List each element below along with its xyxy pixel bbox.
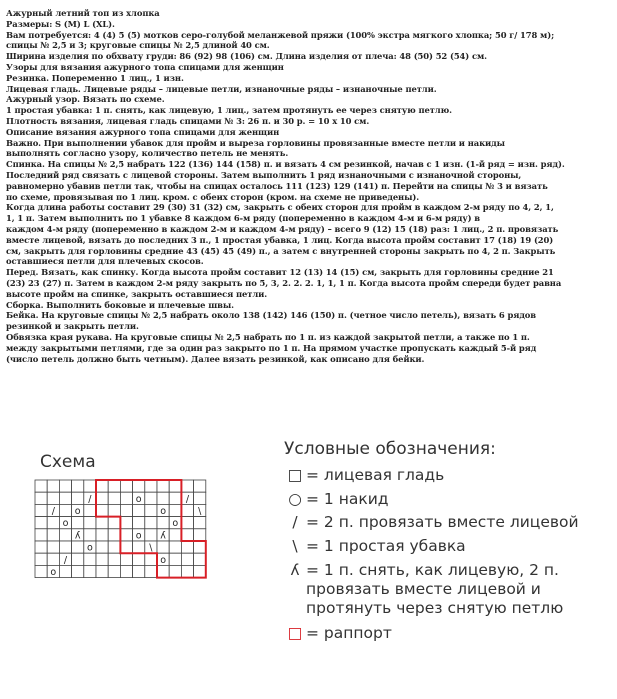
text-line: по схеме, провязывая по 1 лиц. кром. с обеих сторон (кром. на схеме не приведены). (6, 191, 420, 202)
chart-cell (96, 565, 108, 577)
chart-cell (47, 517, 59, 529)
chart-cell (35, 504, 47, 516)
chart-cell (84, 529, 96, 541)
chart-cell (120, 504, 132, 516)
text-line: Перед. Вязать, как спинку. Когда высота пройм составит 12 (13) 14 (15) см, закрыть для горловины средние 21 (6, 267, 554, 278)
chart-cell (181, 565, 193, 577)
chart-cell (181, 480, 193, 492)
chart-symbol: \ (198, 506, 202, 517)
chart-cell (145, 565, 157, 577)
chart-cell (120, 529, 132, 541)
chart-cell (181, 529, 193, 541)
chart-cell (72, 565, 84, 577)
chart-cell (169, 504, 181, 516)
chart-symbol: / (88, 493, 92, 505)
chart-symbol: o (74, 506, 81, 517)
legend-item (284, 490, 389, 509)
chart-cell (169, 541, 181, 553)
chart-cell (120, 541, 132, 553)
chart-cell (72, 492, 84, 504)
chart-cell (120, 565, 132, 577)
chart-cell (96, 492, 108, 504)
chart-cell (84, 504, 96, 516)
chart-cell (108, 480, 120, 492)
chart-symbol: o (135, 530, 142, 542)
chart-cell (120, 553, 132, 565)
chart-cell (120, 480, 132, 492)
chart-cell (59, 492, 71, 504)
text-line: Узоры для вязания ажурного топа спицами для женщин (6, 61, 284, 72)
text-line: высоте пройм на спинке, закрыть оставшиеся петли. (6, 288, 268, 299)
text-line: Спинка. На спицы № 2,5 набрать 122 (136) 144 (158) п. и вязать 4 см резинкой, начав с 1 изн. (1-й ряд = изн. ряд). (6, 159, 565, 170)
chart-cell (133, 565, 145, 577)
text-line: Плотность вязания, лицевая гладь спицами № 3: 26 п. и 30 р. = 10 х 10 см. (6, 115, 370, 126)
legend-text-line: протянуть через снятую петлю (306, 599, 564, 617)
square-icon: □ (287, 466, 303, 484)
chart-symbol: o (160, 506, 167, 517)
knitting-chart (34, 479, 234, 614)
legend-title: Условные обозначения: (284, 439, 496, 459)
chart-symbol: / (51, 506, 55, 517)
chart-symbol: o (135, 493, 142, 505)
legend-item (284, 513, 579, 532)
chart-symbol: o (86, 542, 93, 554)
chart-cell (108, 565, 120, 577)
chart-cell (59, 565, 71, 577)
chart-cell (47, 480, 59, 492)
chart-symbol: / (63, 554, 68, 566)
ssk-icon: \ (292, 537, 298, 555)
chart-cell (96, 480, 108, 492)
text-line: Ажурный летний топ из хлопка (6, 8, 160, 18)
chart-cell (108, 529, 120, 541)
text-line: Описание вязания ажурного топа спицами для женщин (6, 126, 280, 137)
chart-cell (133, 553, 145, 565)
chart-cell (96, 504, 108, 516)
chart-symbol: o (62, 518, 69, 530)
chart-cell (35, 553, 47, 565)
chart-cell (47, 553, 59, 565)
chart-symbol: ʎ (74, 530, 81, 542)
chart-cell (72, 553, 84, 565)
chart-cell (145, 529, 157, 541)
chart-cell (35, 565, 47, 577)
legend-item (284, 537, 466, 556)
text-line: выполнять согласно узору, количество петель не менять. (6, 148, 289, 159)
chart-cell (35, 492, 47, 504)
chart-cell (72, 480, 84, 492)
chart-symbol: o (50, 567, 57, 578)
text-line: равномерно убавив петли так, чтобы на спицах осталось 111 (123) 129 (141) п. Перейти на спицы № 3 и вязать (6, 180, 548, 191)
chart-cell (169, 529, 181, 541)
text-line: Вам потребуется: 4 (4) 5 (5) мотков серо-голубой меланжевой пряжи (100% экстра мягкого хлопка; 50 г/ 178 м); (6, 29, 555, 40)
chart-cell (157, 480, 169, 492)
chart-cell (47, 541, 59, 553)
text-line: Важно. При выполнении убавок для пройм и выреза горловины провязанные вместе петли и накиды (6, 137, 505, 148)
chart-cell (108, 504, 120, 516)
legend-item (284, 561, 563, 618)
legend-text-line: = 2 п. провязать вместе лицевой (306, 513, 579, 531)
text-line: Лицевая гладь. Лицевые ряды – лицевые петли, изнаночные ряды – изнаночные петли. (6, 83, 437, 94)
chart-cell (194, 517, 206, 529)
chart-cell (120, 517, 132, 529)
chart-cell (194, 492, 206, 504)
chart-cell (47, 529, 59, 541)
chart-cell (35, 517, 47, 529)
chart-cell (169, 492, 181, 504)
text-line: Последний ряд связать с лицевой стороны. Затем выполнить 1 ряд изнаночными с изнаночной стороны, (6, 169, 522, 180)
chart-cell (96, 553, 108, 565)
chart-cell (145, 480, 157, 492)
chart-cell (35, 480, 47, 492)
text-line: Размеры: S (M) L (XL). (6, 18, 115, 29)
chart-cell (96, 517, 108, 529)
text-line: Резинка. Попеременно 1 лиц., 1 изн. (6, 72, 184, 83)
k2tog-icon: / (292, 513, 298, 531)
chart-symbol: o (172, 518, 179, 530)
chart-cell (157, 565, 169, 577)
text-line: резинкой и закрыть петли. (6, 321, 139, 332)
chart-cell (133, 504, 145, 516)
chart-cell (133, 517, 145, 529)
chart-cell (59, 480, 71, 492)
schema-title: Схема (40, 452, 96, 472)
chart-cell (157, 492, 169, 504)
text-line: каждом 4-м ряду (попеременно в каждом 2-м и каждом 4-м ряду) – всего 9 (12) 15 (18) раз: 1 лиц., 2 п. провязать (6, 223, 559, 234)
chart-cell (194, 553, 206, 565)
text-line: оставшиеся петли для плечевых скосов. (6, 256, 204, 267)
chart-cell (157, 541, 169, 553)
text-line: спицы № 2,5 и 3; круговые спицы № 2,5 длиной 40 см. (6, 40, 270, 51)
legend-text-line: = раппорт (306, 624, 392, 642)
chart-cell (145, 492, 157, 504)
chart-symbol: \ (149, 542, 153, 554)
legend-text-line: = 1 п. снять, как лицевую, 2 п. (306, 561, 559, 579)
legend-text-line: провязать вместе лицевой и (306, 580, 541, 598)
text-line: Бейка. На круговые спицы № 2,5 набрать около 138 (142) 146 (150) п. (четное число петель), вязать 6 рядов (6, 310, 537, 321)
chart-cell (133, 541, 145, 553)
text-line: (число петель должно быть четным). Далее вязать резинкой, как описано для бейки. (6, 353, 425, 364)
chart-cell (108, 492, 120, 504)
chart-cell (47, 492, 59, 504)
text-line: Сборка. Выполнить боковые и плечевые швы. (6, 299, 234, 310)
chart-cell (194, 529, 206, 541)
chart-cell (145, 517, 157, 529)
text-line: Когда длина работы составит 29 (30) 31 (32) см, закрыть с обеих сторон для пройм в каждом 2-м ряду по 4, 2, 1, (6, 202, 554, 213)
chart-cell (194, 480, 206, 492)
chart-cell (72, 517, 84, 529)
chart-cell (194, 565, 206, 577)
pattern-description (6, 8, 606, 364)
text-line: вместе лицевой, вязать до последних 3 п., 1 простая убавка, 1 лиц. Когда высота пройм составит 17 (18) 19 (20) (6, 234, 554, 245)
chart-cell (59, 504, 71, 516)
rapport-icon: □ (287, 624, 303, 642)
text-line: Ажурный узор. Вязать по схеме. (6, 94, 165, 105)
chart-symbol: / (185, 493, 190, 505)
chart-cell (96, 541, 108, 553)
text-line: Обвязка края рукава. На круговые спицы № 2,5 набрать по 1 п. из каждой закрытой петли, а также по 1 п. (6, 331, 530, 342)
chart-cell (84, 480, 96, 492)
chart-cell (35, 541, 47, 553)
text-line: (23) 23 (27) п. Затем в каждом 2-м ряду закрыть по 5, 3, 2. 2. 2. 1, 1, 1 п. Когда высота пройм спереди будет равна (6, 277, 562, 288)
chart-cell (108, 553, 120, 565)
chart-symbol: ʎ (160, 530, 166, 542)
chart-cell (181, 541, 193, 553)
sk2p-icon: ʎ (290, 561, 300, 579)
legend-item (284, 466, 444, 485)
chart-cell (84, 565, 96, 577)
text-line: см, закрыть для горловины средние 43 (45) 45 (49) п., а затем с внутренней стороны закрыть по 4, 2 п. Закрыть (6, 245, 556, 256)
legend-item (284, 624, 392, 643)
chart-cell (84, 517, 96, 529)
legend-text-line: = лицевая гладь (306, 466, 445, 484)
chart-cell (157, 517, 169, 529)
legend-text-line: = 1 накид (306, 490, 389, 508)
chart-cell (96, 529, 108, 541)
chart-cell (84, 553, 96, 565)
text-line: 1, 1 п. Затем выполнить по 1 убавке 8 каждом 6-м ряду (попеременно в каждом 4-м и 6-м ряду) в (6, 213, 481, 224)
chart-cell (169, 565, 181, 577)
chart-cell (181, 553, 193, 565)
chart-cell (133, 480, 145, 492)
chart-cell (145, 553, 157, 565)
text-line: между закрытыми петлями, где за один раз закрыто по 1 п. На прямом участке пропускать каждый 5-й ряд (6, 342, 537, 353)
chart-cell (181, 504, 193, 516)
chart-cell (194, 541, 206, 553)
chart-cell (59, 529, 71, 541)
chart-symbol: o (160, 554, 167, 566)
chart-cell (108, 541, 120, 553)
chart-cell (59, 541, 71, 553)
chart-cell (181, 517, 193, 529)
chart-cell (35, 529, 47, 541)
text-line: Ширина изделия по обхвату груди: 86 (92) 98 (106) см. Длина изделия от плеча: 48 (50) 52 (54) см. (6, 51, 487, 62)
chart-cell (72, 541, 84, 553)
yarn-over-icon: ○ (288, 490, 302, 508)
chart-cell (169, 553, 181, 565)
chart-cell (108, 517, 120, 529)
chart-cell (169, 480, 181, 492)
chart-cell (145, 504, 157, 516)
chart-cell (120, 492, 132, 504)
text-line: 1 простая убавка: 1 п. снять, как лицевую, 1 лиц., затем протянуть ее через снятую петлю. (6, 105, 452, 116)
legend-text-line: = 1 простая убавка (306, 537, 466, 555)
